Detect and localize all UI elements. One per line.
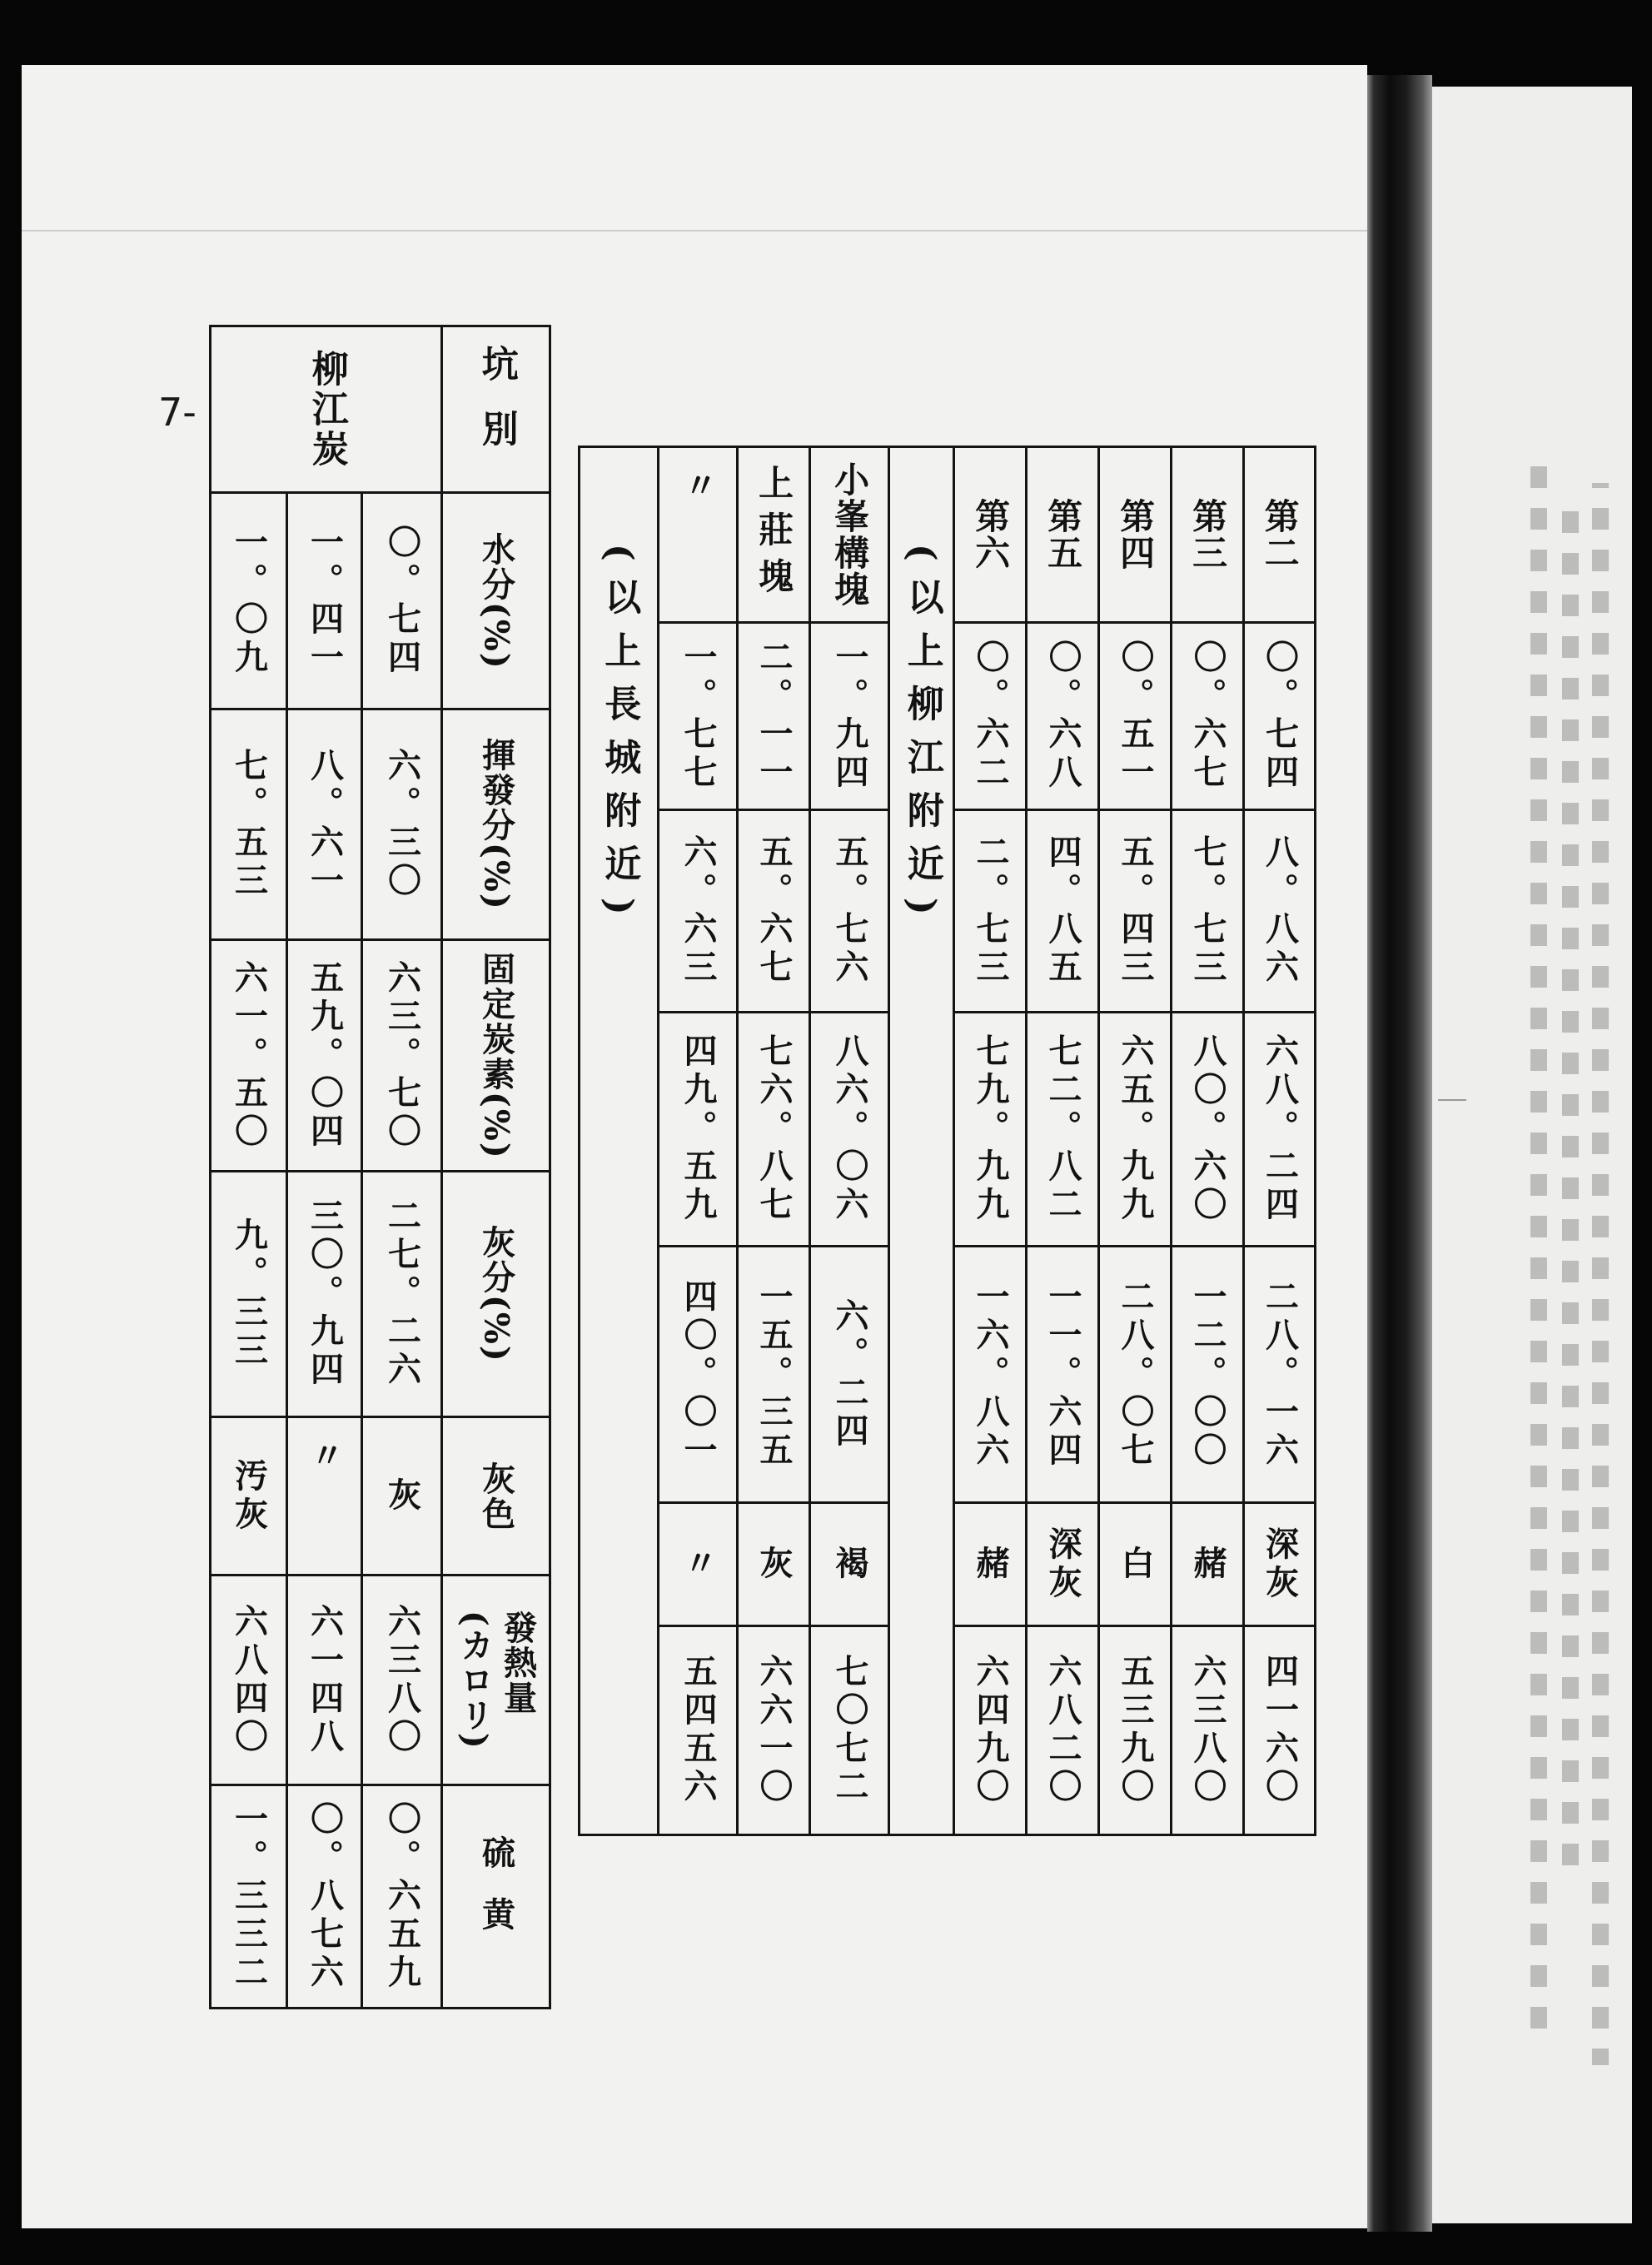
pit-4-ash-color: [1100, 1504, 1172, 1627]
margin-mark: 7-: [158, 390, 197, 435]
column-header: 上莊塊: [754, 465, 795, 605]
left-sample-1-calorific: [363, 1576, 443, 1786]
pit-5-ash: [1028, 1247, 1100, 1504]
pit-6-fixed-carbon: [955, 1013, 1028, 1247]
table-value: 四〇。〇一: [679, 1278, 718, 1471]
left-sample-1-sulfur: [363, 1786, 443, 2009]
pit-5-volatile: [1028, 811, 1100, 1013]
pit-5-calorific: [1028, 1627, 1100, 1836]
column-header: 第三: [1187, 498, 1229, 571]
shangzhuang-header: [739, 448, 811, 624]
table-value: 三〇。九四: [305, 1198, 345, 1390]
bleed-through-marks: [1562, 500, 1579, 1865]
table-value: 四九。五九: [679, 1033, 718, 1225]
left-sample-1-fixed-carbon: [363, 941, 443, 1172]
pit-3-ash-color: [1172, 1504, 1245, 1627]
table-value: 六四九〇: [971, 1654, 1010, 1807]
pit-3-calorific: [1172, 1627, 1245, 1836]
pit-4-fixed-carbon: [1100, 1013, 1172, 1247]
table-value: 五。四三: [1116, 834, 1155, 988]
row-label-fixed-carbon: [443, 941, 551, 1172]
changcheng-note-cell: [580, 448, 659, 1836]
pit-3-header: [1172, 448, 1245, 624]
table-value: 九。三三: [229, 1217, 269, 1371]
shangzhuang-moisture: [739, 624, 811, 811]
table-value: 七〇七二: [830, 1654, 869, 1807]
header-label-cell: [443, 327, 551, 494]
left-sample-2-ash-color: [288, 1418, 363, 1576]
left-sample-1-ash: [363, 1172, 443, 1418]
pit-6-ash: [955, 1247, 1028, 1504]
column-header: 第五: [1042, 498, 1084, 571]
table-value: 褐: [830, 1545, 869, 1584]
xiaofeng-ash: [811, 1247, 890, 1504]
left-sample-1-volatile: [363, 710, 443, 941]
table-value: 六。三〇: [382, 748, 422, 901]
row-label-text: [453, 1610, 540, 1750]
pit-5-fixed-carbon: [1028, 1013, 1100, 1247]
pit-6-volatile: [955, 811, 1028, 1013]
table-value: 八六。〇六: [830, 1033, 869, 1225]
left-sample-2-fixed-carbon: [288, 941, 363, 1172]
table-value: 六一四八: [305, 1603, 345, 1757]
xiaofeng-fixed-carbon: [811, 1013, 890, 1247]
table-value: 五。六七: [754, 834, 794, 988]
left-sample-3-ash: [211, 1172, 288, 1418]
ditto-header: [659, 448, 739, 624]
shangzhuang-volatile: [739, 811, 811, 1013]
row-label-text: 硫黄: [476, 1834, 516, 1959]
calorific-label: 發熱量: [498, 1610, 538, 1715]
header-label: 坑別: [475, 344, 518, 475]
table-value: 〇。七四: [1260, 640, 1300, 793]
table-value: 八。六一: [305, 748, 345, 901]
table-value: 六。二四: [830, 1297, 869, 1451]
table-value: 六六一〇: [754, 1654, 794, 1807]
liujiang-coal-table: [209, 325, 551, 2009]
pit-4-moisture: [1100, 624, 1172, 811]
shangzhuang-fixed-carbon: [739, 1013, 811, 1247]
xiaofeng-calorific: [811, 1627, 890, 1836]
row-label-ash-color: [443, 1418, 551, 1576]
row-label-moisture: [443, 494, 551, 710]
table-value: 一。三三二: [229, 1800, 269, 1993]
table-value: 白: [1116, 1545, 1155, 1584]
pit-2-volatile: [1245, 811, 1316, 1013]
table-value: 五三九〇: [1116, 1654, 1155, 1807]
left-sample-2-moisture: [288, 494, 363, 710]
table-value: 二八。一六: [1260, 1278, 1300, 1471]
liujiang-note-cell: [890, 448, 955, 1836]
left-sample-3-moisture: [211, 494, 288, 710]
table-value: 一二。〇〇: [1188, 1278, 1227, 1471]
table-value: 六。六三: [679, 834, 718, 988]
table-value: 二。七三: [971, 834, 1010, 988]
table-value: 四。八五: [1043, 834, 1082, 988]
shangzhuang-ash-color: [739, 1504, 811, 1627]
pit-2-calorific: [1245, 1627, 1316, 1836]
table-value: 六三八〇: [1188, 1654, 1227, 1807]
table-value: 灰: [754, 1545, 794, 1584]
table-value: 灰: [382, 1476, 422, 1516]
row-label-ash: [443, 1172, 551, 1418]
pit-4-ash: [1100, 1247, 1172, 1504]
row-label-text: 固定炭素(%): [476, 951, 516, 1160]
table-value: 七二。八二: [1043, 1033, 1082, 1225]
pit-3-moisture: [1172, 624, 1245, 811]
table-value: 一。七七: [679, 640, 718, 793]
table-value: 二。一一: [754, 640, 794, 793]
shangzhuang-calorific: [739, 1627, 811, 1836]
table-value: 八。八六: [1260, 834, 1300, 988]
calorific-unit: (カロリ): [455, 1610, 495, 1750]
xiaofeng-moisture: [811, 624, 890, 811]
group-label-cell: [211, 327, 443, 494]
pit-2-header: [1245, 448, 1316, 624]
column-header: 第二: [1259, 498, 1301, 571]
bleed-through-marks: [1530, 466, 1547, 2032]
table-value: 一。九四: [830, 640, 869, 793]
pit-3-ash: [1172, 1247, 1245, 1504]
ditto-fixed-carbon: [659, 1013, 739, 1247]
pit-5-ash-color: [1028, 1504, 1100, 1627]
table-value: 一一。六四: [1043, 1278, 1082, 1471]
row-label-text: 揮發分(%): [476, 738, 516, 911]
table-value: 〇。八七六: [305, 1800, 345, 1993]
table-value: 深灰: [1043, 1526, 1082, 1603]
ditto-mark: 〃: [679, 1545, 718, 1584]
table-value: 五四五六: [679, 1654, 718, 1807]
row-label-text: 灰色: [476, 1461, 516, 1531]
left-sample-3-volatile: [211, 710, 288, 941]
left-sample-2-sulfur: [288, 1786, 363, 2009]
group-label: 柳江炭: [305, 349, 348, 470]
left-sample-1-moisture: [363, 494, 443, 710]
table-value: 一。〇九: [229, 524, 269, 678]
pit-2-fixed-carbon: [1245, 1013, 1316, 1247]
table-value: 六三。七〇: [382, 959, 422, 1152]
table-value: 七。七三: [1188, 834, 1227, 988]
left-sample-3-ash-color: [211, 1418, 288, 1576]
table-value: 七。五三: [229, 748, 269, 901]
ditto-mark: 〃: [305, 1438, 345, 1476]
table-value: 一六。八六: [971, 1278, 1010, 1471]
ditto-ash-color: [659, 1504, 739, 1627]
changcheng-note: (以上長城附近): [598, 544, 641, 932]
table-value: 八〇。六〇: [1188, 1033, 1227, 1225]
left-sample-3-sulfur: [211, 1786, 288, 2009]
table-value: 汚灰: [229, 1457, 269, 1535]
table-value: 七六。八七: [754, 1033, 794, 1225]
left-sample-2-calorific: [288, 1576, 363, 1786]
ditto-volatile: [659, 811, 739, 1013]
liujiang-note: (以上柳江附近): [900, 544, 943, 932]
table-value: 六五。九九: [1116, 1033, 1155, 1225]
pit-6-moisture: [955, 624, 1028, 811]
left-sample-2-volatile: [288, 710, 363, 941]
bleed-through-marks: [1592, 483, 1609, 2065]
left-sample-2-ash: [288, 1172, 363, 1418]
table-value: 六八二〇: [1043, 1654, 1082, 1807]
facing-page-mark: [1438, 1099, 1466, 1101]
table-value: 五九。〇四: [305, 959, 345, 1152]
pit-2-ash: [1245, 1247, 1316, 1504]
left-sample-1-ash-color: [363, 1418, 443, 1576]
left-sample-3-calorific: [211, 1576, 288, 1786]
table-value: 四一六〇: [1260, 1654, 1300, 1807]
row-label-calorific: [443, 1576, 551, 1786]
table-value: 七九。九九: [971, 1033, 1010, 1225]
table-value: 〇。五一: [1116, 640, 1155, 793]
table-value: 〇。六五九: [382, 1800, 422, 1993]
table-value: 〇。六八: [1043, 640, 1082, 793]
column-header: 第四: [1115, 498, 1157, 571]
table-value: 六八四〇: [229, 1603, 269, 1757]
row-label-sulfur: [443, 1786, 551, 2009]
row-label-text: 灰分(%): [476, 1225, 516, 1363]
xiaofeng-volatile: [811, 811, 890, 1013]
row-label-volatile: [443, 710, 551, 941]
row-label-text: 水分(%): [476, 531, 516, 670]
table-value: 赭: [971, 1545, 1010, 1584]
pit-3-fixed-carbon: [1172, 1013, 1245, 1247]
column-header: 小峯構塊: [829, 461, 871, 608]
xiaofeng-header: [811, 448, 890, 624]
continuation-table: [578, 446, 1316, 1836]
pit-4-volatile: [1100, 811, 1172, 1013]
ditto-mark: 〃: [679, 468, 718, 506]
shangzhuang-ash: [739, 1247, 811, 1504]
table-value: 六三八〇: [382, 1603, 422, 1757]
table-value: 二八。〇七: [1116, 1278, 1155, 1471]
page-rule-line: [22, 230, 1367, 231]
ditto-calorific: [659, 1627, 739, 1836]
pit-6-calorific: [955, 1627, 1028, 1836]
pit-6-header: [955, 448, 1028, 624]
table-value: 深灰: [1260, 1526, 1300, 1603]
pit-4-header: [1100, 448, 1172, 624]
pit-5-moisture: [1028, 624, 1100, 811]
table-value: 五。七六: [830, 834, 869, 988]
book-spine: [1367, 75, 1432, 2232]
table-value: 一。四一: [305, 524, 345, 678]
pit-2-ash-color: [1245, 1504, 1316, 1627]
table-value: 一五。三五: [754, 1278, 794, 1471]
ditto-moisture: [659, 624, 739, 811]
table-value: 六八。二四: [1260, 1033, 1300, 1225]
table-value: 赭: [1188, 1545, 1227, 1584]
table-value: 〇。七四: [382, 524, 422, 678]
table-value: 〇。六七: [1188, 640, 1227, 793]
pit-6-ash-color: [955, 1504, 1028, 1627]
pit-5-header: [1028, 448, 1100, 624]
table-value: 二七。二六: [382, 1198, 422, 1390]
table-value: 〇。六二: [971, 640, 1010, 793]
ditto-ash: [659, 1247, 739, 1504]
left-sample-3-fixed-carbon: [211, 941, 288, 1172]
pit-4-calorific: [1100, 1627, 1172, 1836]
pit-2-moisture: [1245, 624, 1316, 811]
table-value: 六一。五〇: [229, 959, 269, 1152]
column-header: 第六: [970, 498, 1012, 571]
pit-3-volatile: [1172, 811, 1245, 1013]
xiaofeng-ash-color: [811, 1504, 890, 1627]
